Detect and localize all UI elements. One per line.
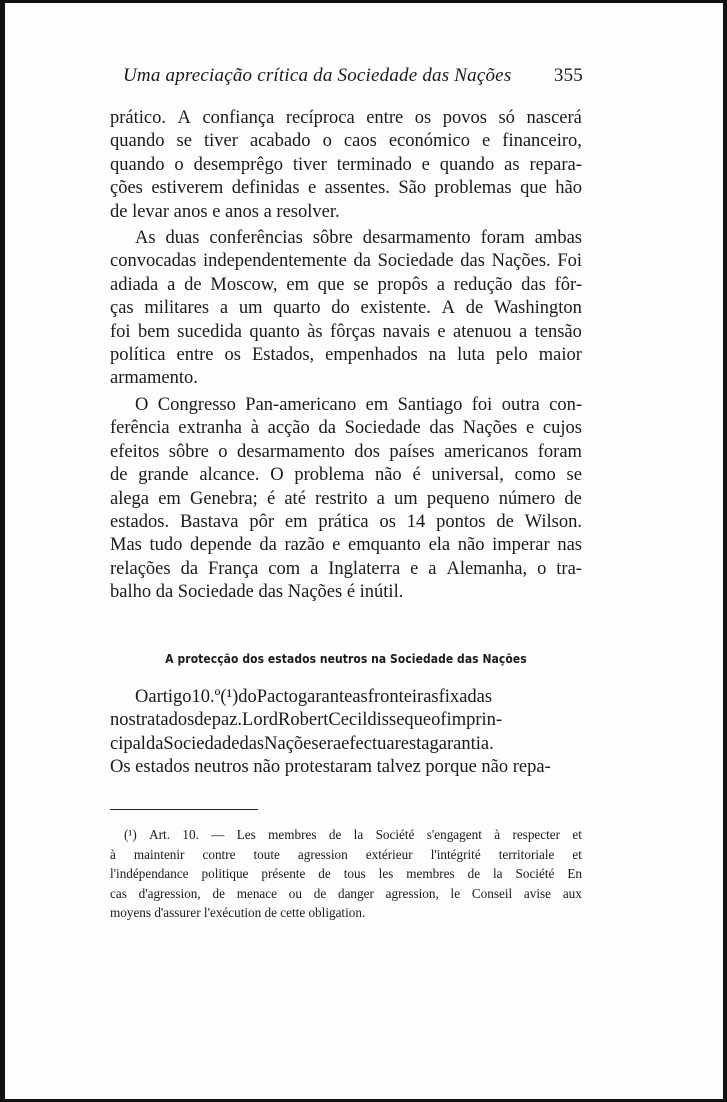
text-line: armamento.	[110, 368, 198, 389]
text-line: balho da Sociedade das Nações é inútil.	[110, 582, 404, 603]
section-heading: A protecção dos estados neutros na Sociedade das Nações	[165, 651, 527, 666]
text-line: prático. A confiança recíproca entre os povos só nascerá	[110, 108, 582, 128]
footnote-line: à maintenir contre toute agression extérieur l'intégrité territoriale et	[110, 846, 582, 862]
running-title: Uma apreciação crítica da Sociedade das Nações	[123, 65, 512, 86]
footnote-rule	[110, 809, 258, 810]
footnote-line: l'indépendance politique présente de tous les membres de la Société En	[110, 866, 582, 882]
section-body-text	[110, 686, 582, 780]
footnote-line: moyens d'assurer l'exécution de cette obligation.	[110, 905, 366, 921]
text-line: Mas tudo depende da razão e emquanto ela não imperar nas	[110, 535, 582, 556]
text-line: foi bem sucedida quanto às fôrças navais e atenuou a tensão	[110, 321, 582, 342]
text-line: Oartigo10.º(¹)doPactogaranteasfronteirasfixadas	[135, 687, 493, 707]
text-line: estados. Bastava pôr em prática os 14 pontos de Wilson.	[110, 511, 582, 532]
body-text	[110, 107, 582, 605]
footnote-line: cas d'agression, de menace ou de danger agression, le Conseil avise aux	[110, 885, 582, 901]
text-line: quando se tiver acabado o caos económico e financeiro,	[110, 131, 582, 152]
page-number: 355	[553, 65, 583, 86]
text-line: convocadas independentemente da Sociedade das Nações. Foi	[110, 251, 582, 272]
text-line: relações da França com a Inglaterra e a Alemanha, o tra-	[110, 558, 582, 579]
running-header	[123, 65, 583, 87]
text-line: O Congresso Pan-americano em Santiago foi outra con-	[135, 394, 582, 415]
text-line: ferência extranha à acção da Sociedade das Nações e cujos	[110, 418, 582, 439]
text-line: cipaldaSociedadedasNaçõeseraefectuarestagarantia.	[110, 733, 494, 754]
footnote	[110, 825, 582, 923]
text-line: quando o desemprêgo tiver terminado e quando as repara-	[110, 154, 582, 175]
text-line: efeitos sôbre o desarmamento dos países americanos foram	[110, 441, 582, 462]
footnote-line: (¹) Art. 10. — Les membres de la Société s'engagent à respecter et	[124, 827, 582, 842]
text-line: alega em Genebra; é até restrito a um pequeno número de	[110, 488, 582, 509]
text-line: nostratadosdepaz.LordRobertCecildissequeofimprin-	[110, 710, 503, 731]
text-line: ças militares a um quarto do existente. A de Washington	[110, 298, 582, 319]
text-line: de levar anos e anos a resolver.	[110, 201, 340, 222]
text-line: ções estiverem definidas e assentes. São problemas que hão	[110, 178, 582, 199]
text-line: adiada a de Moscow, em que se propôs a redução das fôr-	[110, 274, 582, 295]
text-line: As duas conferências sôbre desarmamento foram ambas	[135, 228, 582, 249]
text-line: política entre os Estados, empenhados na luta pelo maior	[110, 345, 582, 366]
text-line: Os estados neutros não protestaram talvez porque não repa-	[110, 757, 551, 778]
text-line: de grande alcance. O problema não é universal, como se	[110, 465, 582, 486]
